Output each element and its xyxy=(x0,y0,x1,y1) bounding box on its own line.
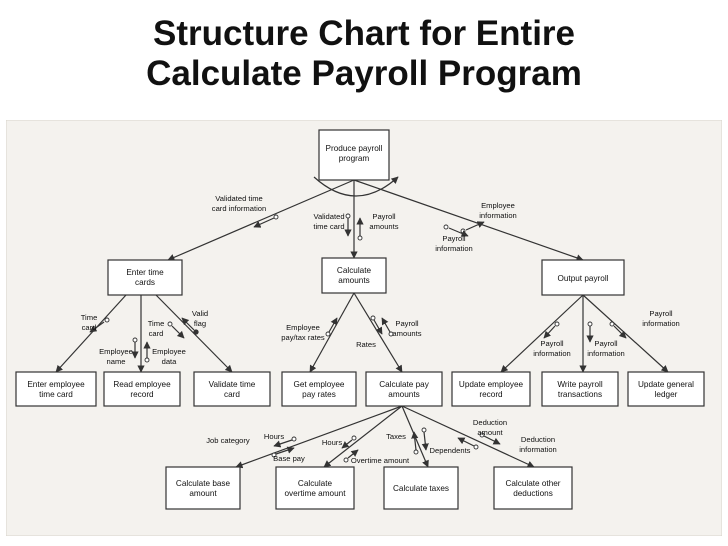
structure-chart-svg xyxy=(6,120,722,536)
couple-payroll-amounts-mid-line1: Payroll xyxy=(395,319,419,328)
module-validate-time-card-line1: Validate time xyxy=(208,380,256,389)
module-validate-time-card xyxy=(194,372,270,406)
module-calculate-other-deductions-line1: Calculate other xyxy=(505,479,561,488)
couple-payroll-information-r2-line1: Payroll xyxy=(540,339,564,348)
couple-payroll-information-top-line2: information xyxy=(435,244,473,253)
module-read-employee-record xyxy=(104,372,180,406)
module-calculate-overtime-amount-line1: Calculate xyxy=(297,479,333,488)
module-read-employee-record-line2: record xyxy=(130,390,154,399)
module-calculate-pay-amounts xyxy=(366,372,442,406)
couple-employee-name-line1: Employee xyxy=(99,347,133,356)
module-get-employee-pay-rates xyxy=(282,372,356,406)
couple-payroll-amounts-mid-line2: amounts xyxy=(392,329,422,338)
couple-payroll-information-r1-line1: Payroll xyxy=(649,309,673,318)
module-produce-payroll-line2: program xyxy=(338,154,370,163)
module-update-employee-record xyxy=(452,372,530,406)
module-calculate-base-amount xyxy=(166,467,240,509)
figure-background xyxy=(6,120,722,536)
couple-validated-time-card-info-line1: Validated time xyxy=(215,194,263,203)
couple-employee-information-line1: Employee xyxy=(481,201,515,210)
couple-employee-name-line2: name xyxy=(106,357,126,366)
couple-dependents-label: Dependents xyxy=(429,446,471,455)
page-title xyxy=(0,14,728,94)
couple-employee-information-line2: information xyxy=(479,211,517,220)
module-write-payroll-transactions-line1: Write payroll xyxy=(557,380,603,389)
module-calculate-overtime-amount-line2: overtime amount xyxy=(284,489,346,498)
couple-overtime-amount-label: Overtime amount xyxy=(350,456,410,465)
module-enter-time-cards-line1: Enter time xyxy=(126,268,164,277)
module-enter-employee-time-card-line2: time card xyxy=(39,390,73,399)
module-enter-employee-time-card-line1: Enter employee xyxy=(27,380,85,389)
module-output-payroll xyxy=(542,260,624,295)
module-calculate-base-amount-line1: Calculate base xyxy=(175,479,231,488)
couple-employee-pay-tax-rates-line2: pay/tax rates xyxy=(281,333,325,342)
module-read-employee-record-line1: Read employee xyxy=(113,380,171,389)
couple-deduction-amount-line2: amount xyxy=(477,428,503,437)
module-write-payroll-transactions xyxy=(542,372,618,406)
module-validate-time-card-line2: card xyxy=(224,390,240,399)
structure-chart-figure xyxy=(6,120,722,536)
couple-job-category-label: Job category xyxy=(206,436,250,445)
module-update-employee-record-line2: record xyxy=(479,390,503,399)
module-calculate-other-deductions xyxy=(494,467,572,509)
module-update-employee-record-line1: Update employee xyxy=(458,380,524,389)
couple-payroll-information-r1-line2: information xyxy=(642,319,680,328)
couple-validated-time-card-info-line2: card information xyxy=(211,204,267,213)
couple-deduction-information-line1: Deduction xyxy=(520,435,556,444)
couple-base-pay-label: Base pay xyxy=(273,454,305,463)
couple-rates-label: Rates xyxy=(356,340,376,349)
module-calculate-amounts-line1: Calculate xyxy=(336,266,372,275)
module-produce-payroll xyxy=(319,130,389,180)
couple-deduction-information-line2: information xyxy=(519,445,557,454)
couple-employee-data-line1: Employee xyxy=(152,347,186,356)
couple-hours-a-label: Hours xyxy=(263,432,285,441)
title-line-1: Structure Chart for Entire xyxy=(153,14,575,53)
couple-deduction-amount-line1: Deduction xyxy=(472,418,508,427)
couple-payroll-information-r3-line1: Payroll xyxy=(594,339,618,348)
module-produce-payroll-line1: Produce payroll xyxy=(325,144,383,153)
couple-payroll-information-r3-line2: information xyxy=(587,349,625,358)
couple-hours-b-label: Hours xyxy=(321,438,343,447)
module-output-payroll-line1: Output payroll xyxy=(557,274,609,283)
couple-employee-data-line2: data xyxy=(161,357,177,366)
module-calculate-amounts xyxy=(322,258,386,293)
module-calculate-other-deductions-line2: deductions xyxy=(513,489,553,498)
couple-validated-time-card-line2: time card xyxy=(313,222,345,231)
couple-valid-flag-line2: flag xyxy=(193,319,207,328)
module-enter-time-cards xyxy=(108,260,182,295)
couple-time-card-a-line2: card xyxy=(81,323,97,332)
couple-time-card-b-line1: Time xyxy=(147,319,165,328)
module-calculate-taxes-line1: Calculate taxes xyxy=(393,484,449,493)
module-enter-employee-time-card xyxy=(16,372,96,406)
module-update-general-ledger xyxy=(628,372,704,406)
module-calculate-pay-amounts-line1: Calculate pay xyxy=(379,380,429,389)
couple-validated-time-card-line1: Validated xyxy=(313,212,345,221)
module-calculate-pay-amounts-line2: amounts xyxy=(388,390,420,399)
title-line-2: Calculate Payroll Program xyxy=(146,54,582,93)
module-calculate-taxes xyxy=(384,467,458,509)
module-get-employee-pay-rates-line1: Get employee xyxy=(293,380,345,389)
module-update-general-ledger-line1: Update general xyxy=(638,380,694,389)
couple-employee-pay-tax-rates-line1: Employee xyxy=(286,323,320,332)
couple-time-card-a-line1: Time xyxy=(80,313,98,322)
module-calculate-amounts-line2: amounts xyxy=(338,276,370,285)
couple-payroll-information-top-line1: Payroll xyxy=(442,234,466,243)
couple-valid-flag-line1: Valid xyxy=(191,309,209,318)
module-get-employee-pay-rates-line2: pay rates xyxy=(302,390,336,399)
module-calculate-base-amount-line2: amount xyxy=(189,489,217,498)
module-calculate-overtime-amount xyxy=(276,467,354,509)
module-enter-time-cards-line2: cards xyxy=(134,278,156,287)
module-update-general-ledger-line2: ledger xyxy=(654,390,678,399)
couple-payroll-amounts-top-line2: amounts xyxy=(369,222,399,231)
couple-payroll-amounts-top-line1: Payroll xyxy=(372,212,396,221)
couple-taxes-label: Taxes xyxy=(386,432,406,441)
couple-payroll-information-r2-line2: information xyxy=(533,349,571,358)
module-write-payroll-transactions-line2: transactions xyxy=(557,390,603,399)
couple-time-card-b-line2: card xyxy=(148,329,164,338)
